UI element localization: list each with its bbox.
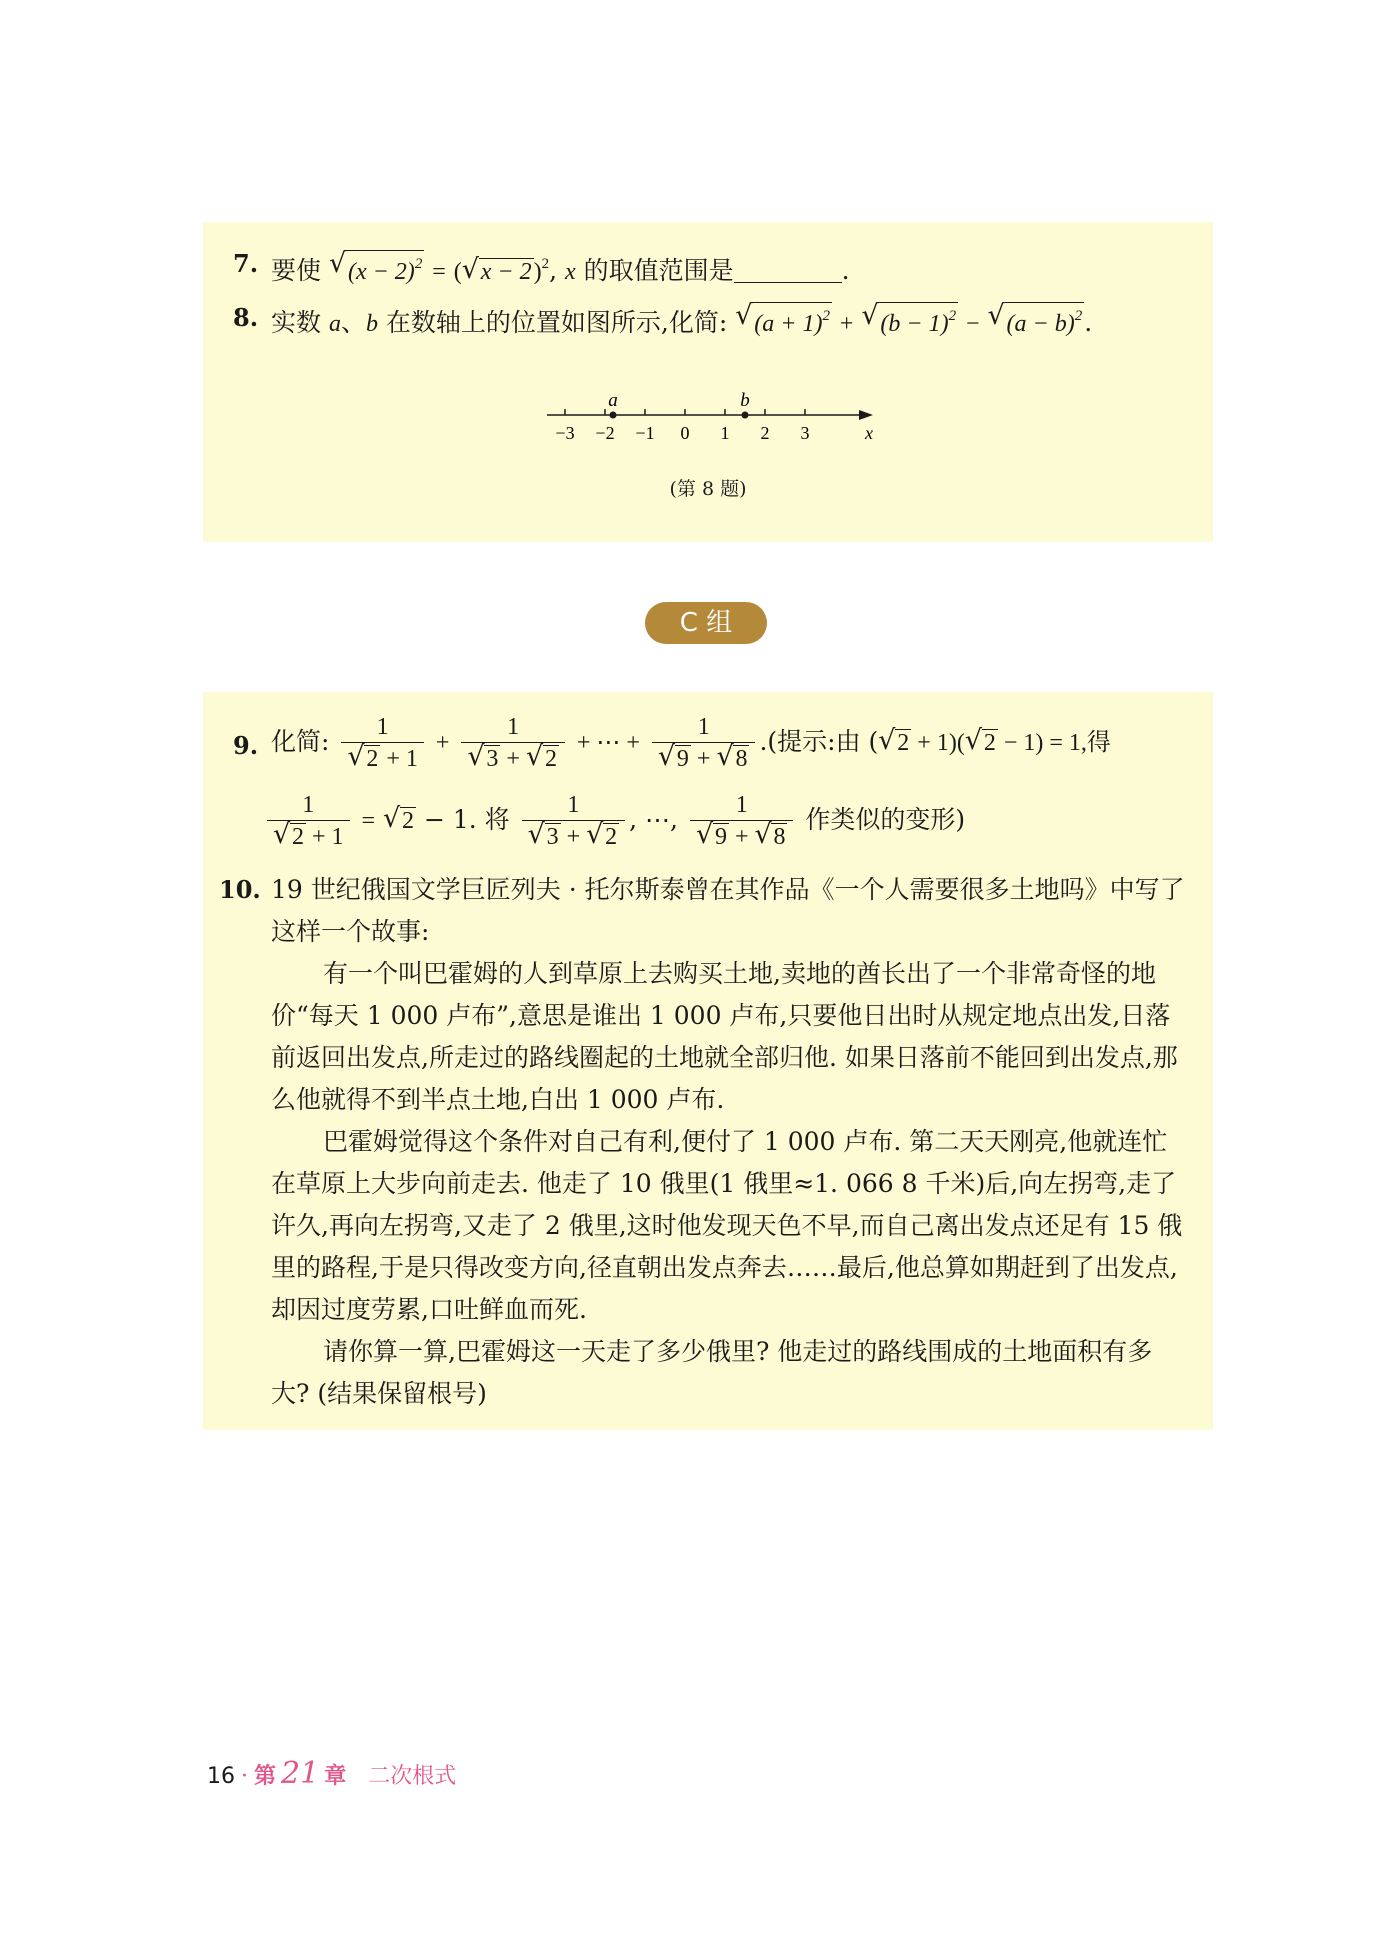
problem-text: 实数 — [271, 308, 329, 337]
hint-text: 作类似的变形) — [797, 805, 966, 834]
plus-sign: + — [435, 730, 450, 756]
chapter-title: 二次根式 — [368, 1764, 457, 1789]
radical: √ 2 — [967, 727, 998, 759]
variable-x: x — [565, 259, 576, 285]
problem-10-intro: 19 世纪俄国文学巨匠列夫 · 托尔斯泰曾在其作品《一个人需要很多土地吗》中写了这样一个故事: — [271, 875, 1185, 946]
page-number: 16 — [207, 1764, 235, 1789]
radical: √ $(a - b)^2$ — [990, 302, 1085, 340]
radical: √ 2 — [385, 805, 416, 837]
equals-sign: = — [361, 808, 376, 834]
radical: √ $(a + 1)^2$ — [737, 302, 832, 340]
figure-caption: (第 8 题) — [669, 478, 747, 500]
tick-label: −3 — [555, 423, 575, 443]
paren: ( — [453, 259, 462, 285]
exercise-box-lower — [203, 692, 1213, 1430]
group-badge: C 组 — [645, 602, 767, 644]
number-line — [543, 382, 883, 452]
period: . — [1084, 308, 1093, 337]
point-b — [742, 412, 749, 419]
problem-10-paragraph: 有一个叫巴霍姆的人到草原上去购买土地,卖地的酋长出了一个非常奇怪的地价“每天 1 000 卢布”,意思是谁出 1 000 卢布,只要他日出时从规定地点出发,日落前返回出发点,所走过的路线圈起的土地就全部归他. 如果日落前不能回到出发点,那么他就得不到半点土地,白出 1 000 卢布. — [271, 959, 1178, 1114]
separator: 、 — [340, 308, 366, 337]
problem-text: 要使 — [271, 256, 322, 285]
variable-b: b — [365, 311, 378, 337]
paren: ) — [533, 259, 542, 285]
tick-label: 1 — [720, 423, 730, 443]
arrow-icon — [859, 410, 873, 420]
variable-a: a — [328, 311, 341, 337]
hint-text: − 1. 将 — [416, 805, 510, 834]
problem-text: 在数轴上的位置如图所示,化简: — [377, 308, 728, 337]
exponent: 2 — [541, 256, 550, 272]
problem-number: 8. — [233, 303, 259, 332]
period: . — [841, 256, 850, 285]
problem-text: 的取值范围是 — [575, 256, 734, 285]
answer-blank[interactable] — [734, 260, 842, 283]
problem-text: 化简: — [271, 727, 330, 756]
radical: √ $(b - 1)^2$ — [863, 302, 958, 340]
radical: √ x − 2 — [464, 256, 534, 288]
ellipsis: + ⋯ + — [576, 730, 640, 756]
radical: √ $(x - 2)^2$ — [331, 250, 424, 288]
comma: , — [549, 256, 566, 285]
page-footer — [207, 1756, 456, 1791]
footer-dot: · — [241, 1764, 248, 1789]
tick-label: 0 — [680, 423, 690, 443]
fraction: 1 √ 3 + √ 2 — [461, 712, 565, 775]
hint-text: .(提示:由 ( — [759, 727, 879, 756]
chapter-prefix: 第 — [254, 1764, 277, 1789]
minus-sign: − — [966, 311, 980, 337]
tick-label: −1 — [635, 423, 655, 443]
problem-number: 10. — [219, 875, 261, 904]
fraction: 1 √ 9 + √ 8 — [652, 712, 756, 775]
hint-text: − 1) = 1,得 — [997, 730, 1111, 756]
plus-sign: + — [839, 311, 854, 337]
problem-10-paragraph: 巴霍姆觉得这个条件对自己有利,便付了 1 000 卢布. 第二天天刚亮,他就连忙在草原上大步向前走去. 他走了 10 俄里(1 俄里≈1. 066 8 千米)后,向左拐弯,走了许久,再向左拐弯,又走了 2 俄里,这时他发现天色不早,而自己离出发点还足有 15 俄里的路程,于是只得改变方向,径直朝出发点奔去……最后,他总算如期赶到了出发点,却因过度劳累,口吐鲜血而死. — [271, 1127, 1183, 1324]
problem-10-question: 请你算一算,巴霍姆这一天走了多少俄里? 他走过的路线围成的土地面积有多大? (结果保留根号) — [271, 1337, 1153, 1408]
radical: √ 2 — [880, 727, 911, 759]
fraction: 1 √ 2 + 1 — [267, 790, 350, 853]
chapter-suffix: 章 — [324, 1764, 347, 1789]
point-b-label: b — [740, 390, 750, 411]
fraction: 1 √ 2 + 1 — [341, 712, 424, 775]
ellipsis: , ⋯, — [629, 805, 678, 834]
point-a — [610, 412, 617, 419]
point-a-label: a — [608, 390, 618, 411]
problem-9 — [203, 712, 1213, 778]
chapter-number: 21 — [281, 1756, 320, 1791]
problem-number: 9. — [233, 731, 259, 760]
problem-9-hint-line — [203, 790, 1213, 856]
axis-label-x: x — [865, 423, 873, 443]
equals-sign: = — [432, 259, 446, 285]
fraction: 1 √ 9 + √ 8 — [690, 790, 794, 853]
problem-number: 7. — [233, 249, 259, 278]
fraction: 1 √ 3 + √ 2 — [522, 790, 626, 853]
tick-label: 3 — [800, 423, 810, 443]
tick-label: 2 — [760, 423, 770, 443]
exercise-box-upper — [203, 222, 1213, 542]
tick-label: −2 — [595, 423, 615, 443]
hint-text: + 1)( — [911, 730, 965, 756]
